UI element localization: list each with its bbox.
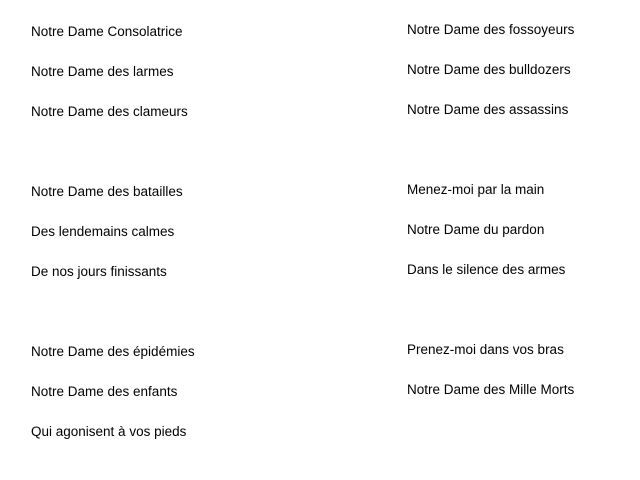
poem-line: Notre Dame des bulldozers xyxy=(407,62,571,77)
poem-line: Notre Dame des épidémies xyxy=(31,344,195,359)
poem-line: Notre Dame Consolatrice xyxy=(31,24,183,39)
poem-line: Qui agonisent à vos pieds xyxy=(31,424,187,439)
poem-line: Notre Dame des fossoyeurs xyxy=(407,22,575,37)
stanza xyxy=(31,344,331,464)
poem-line: Notre Dame du pardon xyxy=(407,222,545,237)
poem-line: Notre Dame des larmes xyxy=(31,64,174,79)
stanza xyxy=(407,22,632,142)
stanza xyxy=(31,24,331,144)
poem-line: Notre Dame des Mille Morts xyxy=(407,382,575,397)
stanza xyxy=(407,342,632,422)
poem-line: Dans le silence des armes xyxy=(407,262,566,277)
poem-line: Prenez-moi dans vos bras xyxy=(407,342,564,357)
poem-line: De nos jours finissants xyxy=(31,264,167,279)
poem-line: Des lendemains calmes xyxy=(31,224,175,239)
poem-line: Notre Dame des enfants xyxy=(31,384,178,399)
stanza xyxy=(407,182,632,302)
poem-line: Notre Dame des assassins xyxy=(407,102,569,117)
poem-line: Notre Dame des batailles xyxy=(31,184,183,199)
poem-line: Menez-moi par la main xyxy=(407,182,545,197)
stanza xyxy=(31,184,331,304)
poem-line: Notre Dame des clameurs xyxy=(31,104,188,119)
